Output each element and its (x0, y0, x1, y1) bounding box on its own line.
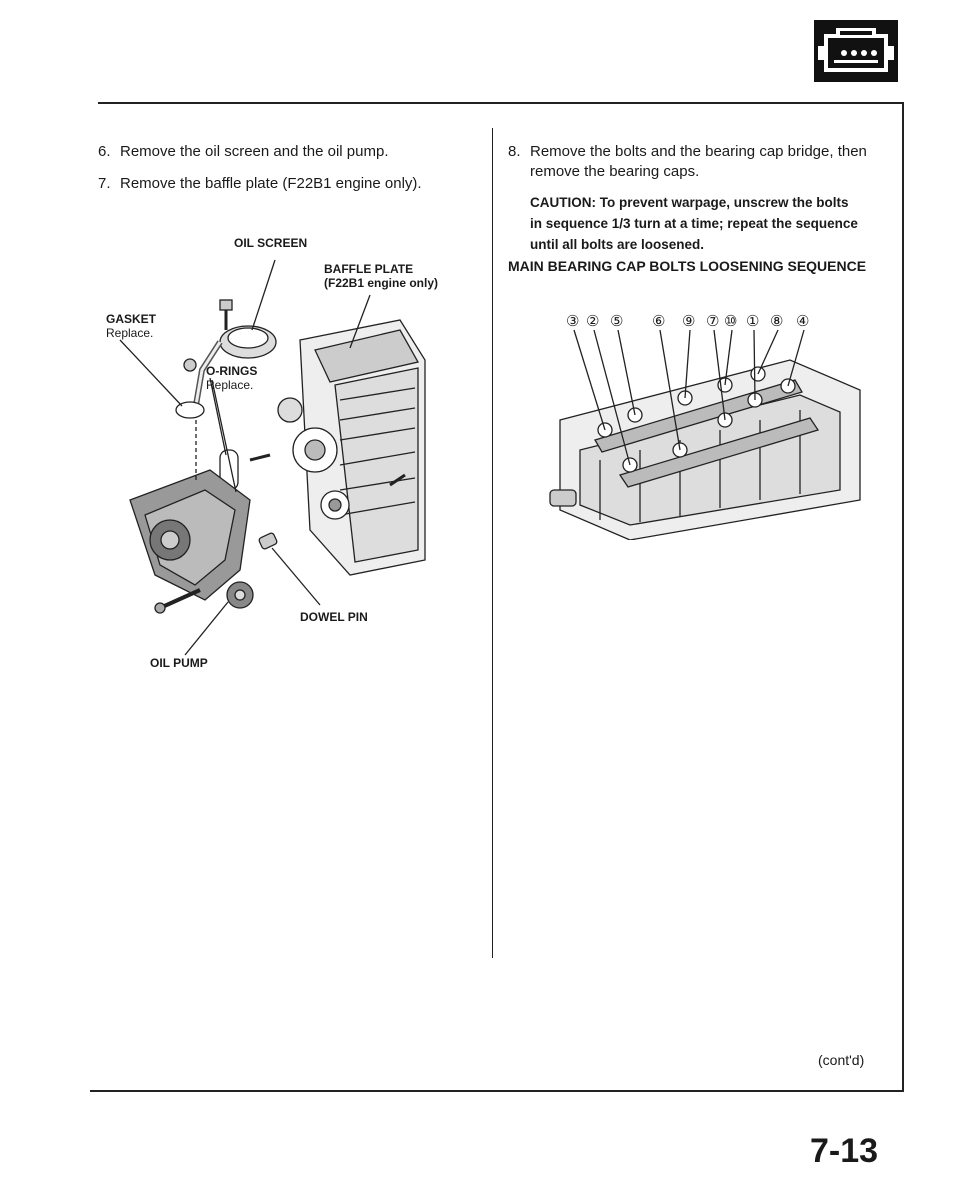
footer-rule (90, 1090, 904, 1092)
sequence-title: MAIN BEARING CAP BOLTS LOOSENING SEQUENCE (508, 258, 867, 274)
sequence-number: ④ (796, 313, 810, 330)
sequence-number: ⑤ (610, 313, 624, 330)
sequence-number: ⑧ (770, 313, 784, 330)
label-o-rings: O-RINGS (206, 364, 258, 378)
engine-section-icon (814, 20, 898, 82)
header-rule (98, 102, 904, 104)
sequence-number: ② (586, 313, 600, 330)
caution-line-2: in sequence 1/3 turn at a time; repeat the sequence (530, 216, 858, 231)
page-number: 7-13 (810, 1132, 879, 1170)
column-divider (492, 128, 493, 958)
step-6: 6. Remove the oil screen and the oil pump. (98, 143, 389, 160)
label-baffle-note: (F22B1 engine only) (324, 276, 439, 290)
label-gasket: GASKET (106, 312, 157, 326)
sequence-number: ⑩ (724, 313, 738, 330)
bearing-cap-illustration (540, 300, 880, 540)
label-gasket-replace: Replace. (106, 326, 154, 340)
dowel-pin-drawing (258, 532, 278, 550)
step-8: 8. Remove the bolts and the bearing cap bridge, then (508, 143, 867, 160)
caution-line-3: until all bolts are loosened. (530, 237, 705, 252)
oil-pump-drawing (130, 470, 253, 613)
sequence-numbers (540, 312, 880, 332)
oil-pump-illustration (100, 230, 480, 680)
label-oil-pump: OIL PUMP (150, 656, 208, 670)
engine-block-drawing (250, 320, 425, 575)
caution-line-1: CAUTION: To prevent warpage, unscrew the bolts (530, 195, 849, 210)
sequence-number: ⑥ (652, 313, 666, 330)
label-baffle-plate: BAFFLE PLATE (324, 262, 414, 276)
sequence-number: ⑨ (682, 313, 696, 330)
step-8-line2: remove the bearing caps. (530, 163, 700, 180)
sequence-number: ③ (566, 313, 580, 330)
label-o-rings-replace: Replace. (206, 378, 254, 392)
right-border-rule (902, 102, 904, 1092)
label-oil-screen: OIL SCREEN (234, 236, 308, 250)
sequence-number: ① (746, 313, 760, 330)
sequence-number: ⑦ (706, 313, 720, 330)
label-dowel-pin: DOWEL PIN (300, 610, 368, 624)
continued-note: (cont'd) (818, 1052, 865, 1068)
step-7: 7. Remove the baffle plate (F22B1 engine only). (98, 175, 422, 192)
